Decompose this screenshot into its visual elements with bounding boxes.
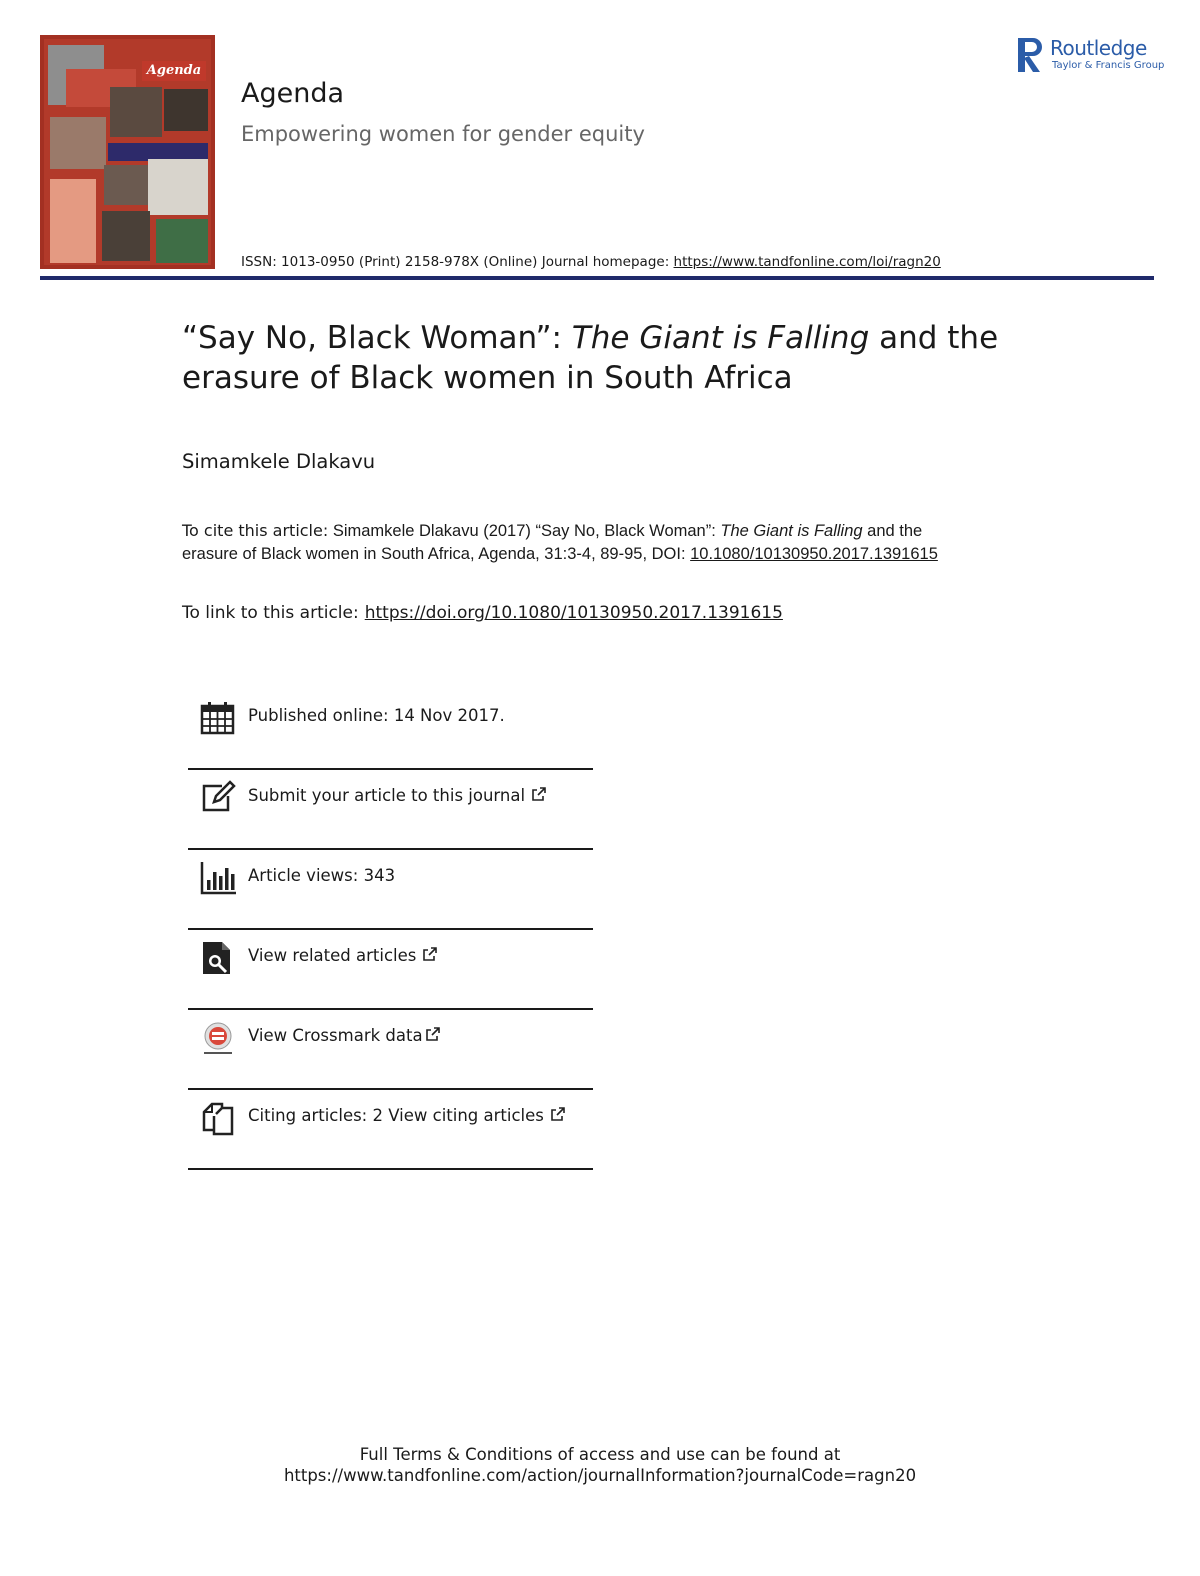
citation-text-2: and the erasure of Black women in South Africa, Agenda, 31:3-4, 89-95, DOI: (182, 522, 923, 563)
citing-articles-text: Citing articles: 2 View citing articles (248, 1106, 544, 1125)
issn-line (241, 254, 941, 270)
crossmark-icon (200, 1020, 236, 1056)
title-part-2: and the erasure of Black women in South Africa (182, 320, 999, 396)
citation-block (182, 519, 942, 566)
crossmark-row[interactable] (188, 1010, 593, 1090)
article-views-text: Article views: 343 (248, 866, 396, 885)
edit-icon (200, 780, 236, 816)
header-divider (40, 276, 1154, 280)
footer-terms-url[interactable]: https://www.tandfonline.com/action/journalInformation?journalCode=ragn20 (283, 1466, 917, 1485)
external-link-icon (550, 1106, 566, 1122)
bar-chart-icon (200, 860, 236, 896)
submit-article-text: Submit your article to this journal (248, 786, 526, 805)
author-name: Simamkele Dlakavu (182, 450, 376, 473)
article-views-row (188, 850, 593, 930)
external-link-icon (422, 946, 438, 962)
title-italic: The Giant is Falling (571, 320, 870, 356)
article-title (182, 318, 1082, 398)
title-part-1: “Say No, Black Woman”: (182, 320, 572, 356)
citation-italic: The Giant is Falling (720, 522, 863, 540)
issn-text: ISSN: 1013-0950 (Print) 2158-978X (Online) Journal homepage: (241, 254, 674, 270)
external-link-icon (425, 1026, 441, 1042)
article-link-line (182, 603, 783, 623)
citation-doi-link[interactable]: 10.1080/10130950.2017.1391615 (690, 545, 938, 563)
related-articles-row[interactable] (188, 930, 593, 1010)
crossmark-link[interactable] (248, 1026, 441, 1045)
search-document-icon (200, 940, 236, 976)
article-doi-link[interactable]: https://doi.org/10.1080/10130950.2017.1391615 (364, 603, 783, 623)
citing-articles-link[interactable] (248, 1106, 566, 1125)
footer (0, 1444, 1200, 1486)
article-info-list (188, 690, 593, 1170)
journal-name: Agenda (241, 78, 345, 109)
routledge-logo[interactable] (1014, 36, 1164, 76)
cover-masthead: Agenda (142, 61, 206, 81)
related-articles-text: View related articles (248, 946, 417, 965)
submit-article-row[interactable] (188, 770, 593, 850)
citation-text-1: Simamkele Dlakavu (2017) “Say No, Black Woman”: (328, 522, 721, 540)
footer-terms-text: Full Terms & Conditions of access and use can be found at (359, 1445, 841, 1464)
citing-articles-row[interactable] (188, 1090, 593, 1170)
published-online-row (188, 690, 593, 770)
submit-article-link[interactable] (248, 786, 547, 805)
publisher-name: Routledge (1050, 36, 1147, 60)
routledge-r-icon (1016, 36, 1046, 76)
external-link-icon (531, 786, 547, 802)
citation-label: To cite this article: (182, 521, 329, 540)
link-label: To link to this article: (182, 603, 359, 623)
journal-subtitle: Empowering women for gender equity (241, 122, 645, 146)
related-articles-link[interactable] (248, 946, 438, 965)
journal-homepage-link[interactable]: https://www.tandfonline.com/loi/ragn20 (673, 254, 941, 270)
journal-cover-image (40, 35, 215, 269)
crossmark-text: View Crossmark data (248, 1026, 423, 1045)
calendar-icon (200, 700, 236, 736)
copy-icon (200, 1100, 236, 1136)
publisher-group: Taylor & Francis Group (1052, 60, 1165, 71)
published-online-text: Published online: 14 Nov 2017. (248, 706, 505, 725)
